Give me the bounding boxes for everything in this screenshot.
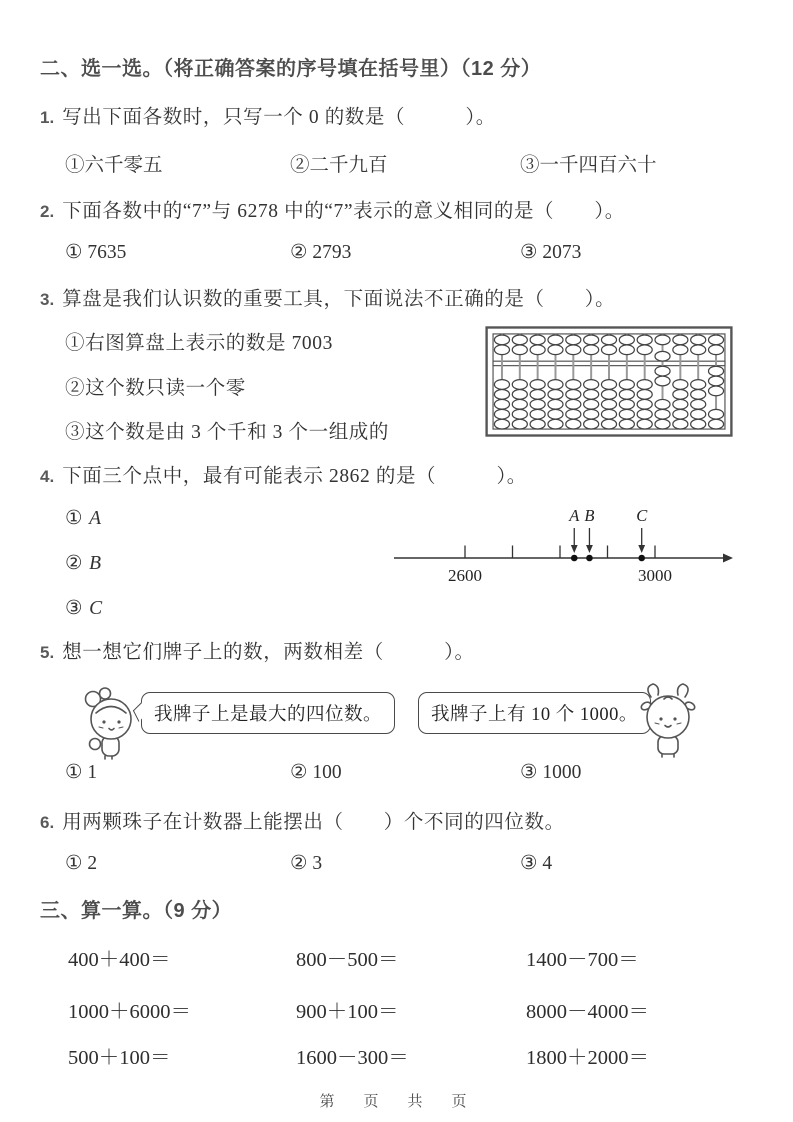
question-1-number: 1. xyxy=(40,108,55,127)
svg-text:C: C xyxy=(636,506,648,525)
question-5-text: 想一想它们牌子上的数，两数相差（ ）。 xyxy=(62,642,475,663)
question-1 xyxy=(40,101,496,129)
option-circle: ② xyxy=(65,553,84,574)
option-2: ② 2793 xyxy=(290,242,352,263)
option-letter: B xyxy=(89,553,102,574)
section-choose-title: 二、选一选。（将正确答案的序号填在括号里）（12 分） xyxy=(40,58,542,80)
option-2: ②二千九百 xyxy=(290,155,388,176)
option-letter: A xyxy=(89,508,102,529)
question-3-option-1: ①右图算盘上表示的数是 7003 xyxy=(65,333,333,354)
calc-row-2 xyxy=(68,994,757,1024)
option-3: ③一千四百六十 xyxy=(520,155,657,176)
speech-bubble-right: 我牌子上有 10 个 1000。 xyxy=(418,692,651,734)
ox-character xyxy=(637,680,699,760)
calc-row-3 xyxy=(68,1040,757,1070)
option-3: ③ 1000 xyxy=(520,762,582,783)
calc-problem: 900＋100＝ xyxy=(296,1001,399,1023)
number-line-graphic xyxy=(392,500,737,595)
question-3-option-3: ③这个数是由 3 个千和 3 个一组成的 xyxy=(65,422,390,443)
question-2-options xyxy=(65,240,757,264)
option-1: ①六千零五 xyxy=(65,155,163,176)
question-1-text: 写出下面各数时，只写一个 0 的数是（ ）。 xyxy=(62,107,496,128)
calc-problem: 500＋100＝ xyxy=(68,1047,171,1069)
question-6-number: 6. xyxy=(40,813,55,832)
option-3: ③ 4 xyxy=(520,853,553,874)
question-5-options xyxy=(65,760,757,784)
option-circle: ① xyxy=(65,508,84,529)
ox-character-icon xyxy=(637,680,699,760)
calc-problem: 1800＋2000＝ xyxy=(526,1047,649,1069)
option-3: ③ 2073 xyxy=(520,242,582,263)
question-5 xyxy=(40,636,475,664)
question-6 xyxy=(40,806,565,834)
option-1: ① 2 xyxy=(65,853,98,874)
option-2: ② 3 xyxy=(290,853,323,874)
calc-problem: 8000－4000＝ xyxy=(526,1001,649,1023)
question-5-number: 5. xyxy=(40,643,55,662)
section-calc-title: 三、算一算。（9 分） xyxy=(40,900,233,922)
option-2: ② 100 xyxy=(290,762,342,783)
question-3 xyxy=(40,283,615,311)
page-footer: 第 页 共 页 xyxy=(319,1093,474,1110)
question-6-options xyxy=(65,851,757,875)
svg-text:B: B xyxy=(584,506,595,525)
question-2 xyxy=(40,195,625,223)
option-letter: C xyxy=(89,598,103,619)
option-1: ① 1 xyxy=(65,762,98,783)
question-3-option-2: ②这个数只读一个零 xyxy=(65,378,246,399)
calc-problem: 400＋400＝ xyxy=(68,949,171,971)
question-1-options xyxy=(65,149,757,177)
calc-problem: 1000＋6000＝ xyxy=(68,1001,191,1023)
svg-text:2600: 2600 xyxy=(448,566,482,585)
question-4-option-3 xyxy=(65,596,103,620)
svg-text:A: A xyxy=(569,506,580,525)
question-4-number: 4. xyxy=(40,467,55,486)
question-4-option-1 xyxy=(65,506,102,530)
question-4 xyxy=(40,460,527,488)
girl-character xyxy=(78,686,138,760)
question-2-number: 2. xyxy=(40,202,55,221)
abacus-graphic xyxy=(484,326,734,437)
speech-bubble-left: 我牌子上是最大的四位数。 xyxy=(141,692,395,734)
question-3-text: 算盘是我们认识数的重要工具，下面说法不正确的是（ ）。 xyxy=(62,289,616,310)
svg-text:3000: 3000 xyxy=(638,566,672,585)
question-6-text: 用两颗珠子在计数器上能摆出（ ）个不同的四位数。 xyxy=(62,812,565,833)
calc-problem: 1600－300＝ xyxy=(296,1047,409,1069)
girl-character-icon xyxy=(78,686,138,760)
calc-row-1 xyxy=(68,942,757,972)
question-4-option-2 xyxy=(65,551,102,575)
option-circle: ③ xyxy=(65,598,84,619)
question-3-number: 3. xyxy=(40,290,55,309)
option-1: ① 7635 xyxy=(65,242,127,263)
abacus-icon xyxy=(484,326,734,437)
calc-problem: 1400－700＝ xyxy=(526,949,639,971)
question-2-text: 下面各数中的“7”与 6278 中的“7”表示的意义相同的是（ ）。 xyxy=(62,201,625,222)
question-4-text: 下面三个点中，最有可能表示 2862 的是（ ）。 xyxy=(62,466,527,487)
number-line-icon xyxy=(392,500,737,595)
calc-problem: 800－500＝ xyxy=(296,949,399,971)
